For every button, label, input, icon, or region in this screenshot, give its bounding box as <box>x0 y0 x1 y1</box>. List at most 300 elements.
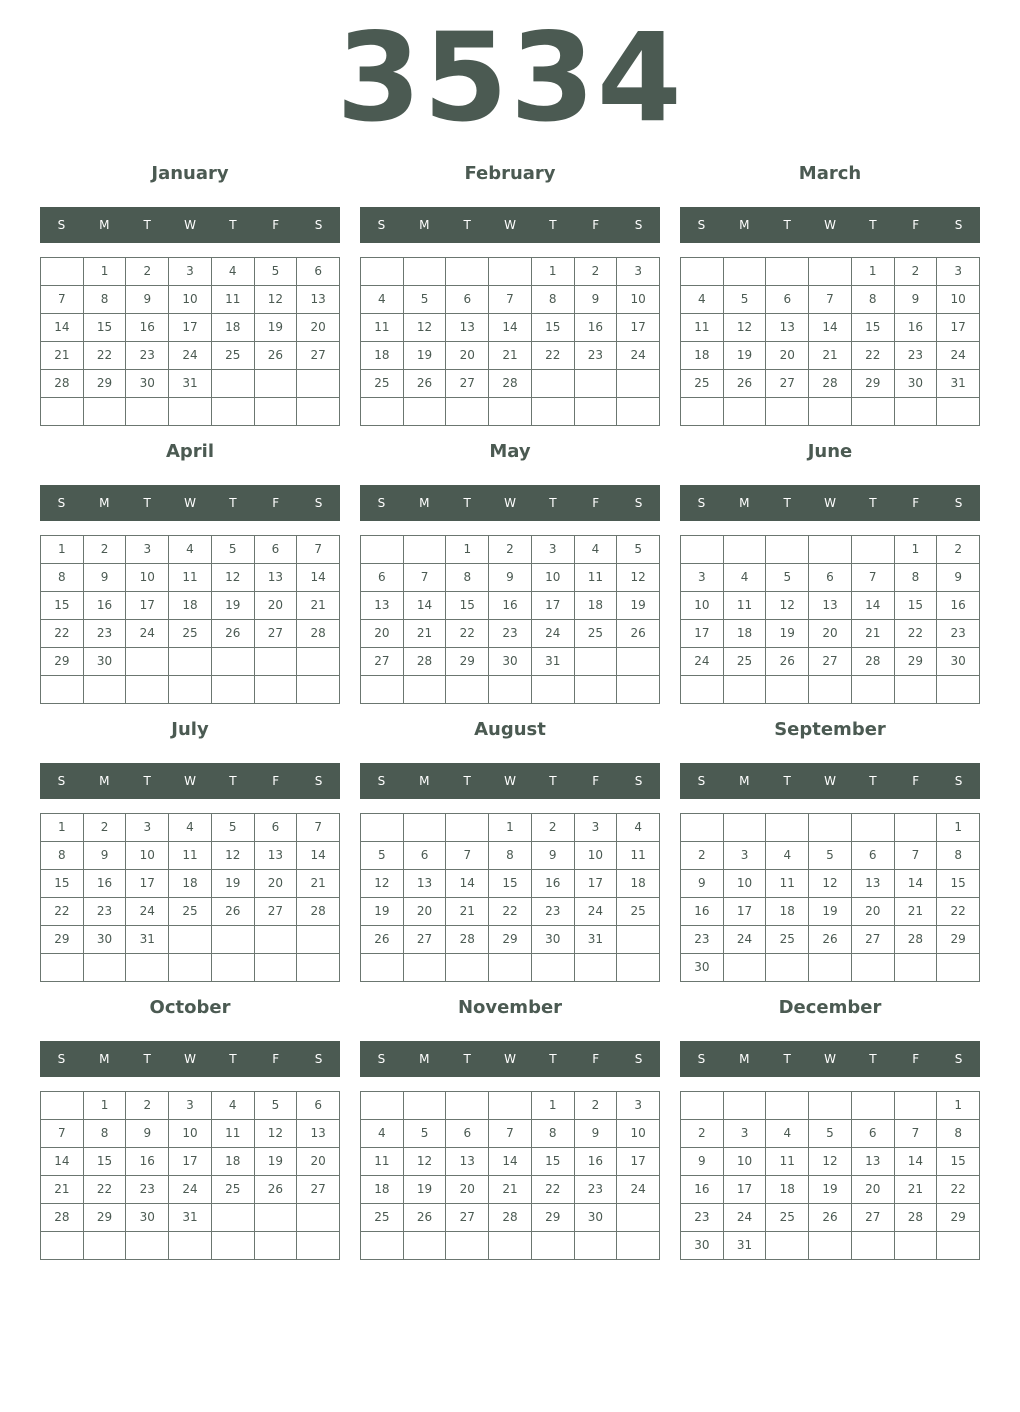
day-cell: 11 <box>169 564 212 592</box>
day-cell: 27 <box>255 620 298 648</box>
weekday-label: T <box>549 774 557 788</box>
day-cell: 24 <box>724 1204 767 1232</box>
day-cell: 26 <box>404 370 447 398</box>
weekday-label: S <box>697 496 706 510</box>
empty-cell <box>404 1092 447 1120</box>
empty-cell <box>852 676 895 704</box>
day-cell: 13 <box>446 314 489 342</box>
day-cell: 26 <box>809 926 852 954</box>
day-cell: 5 <box>212 536 255 564</box>
day-cell: 19 <box>809 898 852 926</box>
day-cell: 27 <box>766 370 809 398</box>
day-cell: 11 <box>766 870 809 898</box>
empty-cell <box>361 676 404 704</box>
empty-cell <box>575 370 618 398</box>
day-cell: 5 <box>809 1120 852 1148</box>
month-name: December <box>778 997 882 1018</box>
day-cell: 6 <box>809 564 852 592</box>
weekday-label: T <box>549 496 557 510</box>
day-cell: 29 <box>895 648 938 676</box>
empty-cell <box>809 954 852 982</box>
day-cell: 12 <box>212 842 255 870</box>
day-cell: 23 <box>126 1176 169 1204</box>
day-cell: 21 <box>41 1176 84 1204</box>
day-cell: 12 <box>404 314 447 342</box>
day-cell: 1 <box>895 536 938 564</box>
day-cell: 16 <box>681 898 724 926</box>
day-cell: 27 <box>361 648 404 676</box>
day-cell: 25 <box>212 342 255 370</box>
weekday-label: F <box>912 496 920 510</box>
day-cell: 14 <box>852 592 895 620</box>
day-cell: 17 <box>937 314 980 342</box>
empty-cell <box>126 648 169 676</box>
day-cell: 24 <box>724 926 767 954</box>
empty-cell <box>809 1092 852 1120</box>
day-cell: 27 <box>255 898 298 926</box>
day-cell: 13 <box>766 314 809 342</box>
day-cell: 5 <box>255 258 298 286</box>
day-cell: 2 <box>681 1120 724 1148</box>
day-cell: 14 <box>809 314 852 342</box>
month-name: August <box>474 719 546 740</box>
day-cell: 9 <box>937 564 980 592</box>
day-cell: 17 <box>724 1176 767 1204</box>
month-february <box>360 158 660 426</box>
weekday-label: T <box>869 774 877 788</box>
weekday-label: T <box>463 218 471 232</box>
weekday-label: F <box>592 496 600 510</box>
weekday-label: M <box>99 496 110 510</box>
day-cell: 2 <box>681 842 724 870</box>
empty-cell <box>361 954 404 982</box>
day-cell: 19 <box>404 1176 447 1204</box>
day-cell: 12 <box>255 1120 298 1148</box>
weekday-label: F <box>592 218 600 232</box>
day-cell: 25 <box>724 648 767 676</box>
day-cell: 8 <box>937 1120 980 1148</box>
day-cell: 6 <box>255 536 298 564</box>
day-cell: 3 <box>169 258 212 286</box>
weekday-label: T <box>463 1052 471 1066</box>
day-cell: 22 <box>41 620 84 648</box>
day-cell: 14 <box>41 1148 84 1176</box>
day-cell: 16 <box>126 1148 169 1176</box>
day-cell: 12 <box>724 314 767 342</box>
weekday-label: T <box>549 218 557 232</box>
day-cell: 30 <box>681 1232 724 1260</box>
day-cell: 28 <box>895 926 938 954</box>
empty-cell <box>446 954 489 982</box>
day-cell: 17 <box>724 898 767 926</box>
weekday-label: M <box>739 218 750 232</box>
day-cell: 8 <box>41 564 84 592</box>
day-cell: 30 <box>126 1204 169 1232</box>
weekday-label: S <box>314 1052 323 1066</box>
day-cell: 30 <box>84 926 127 954</box>
empty-cell <box>446 1232 489 1260</box>
day-grid <box>680 257 980 426</box>
empty-cell <box>84 1232 127 1260</box>
month-november <box>360 992 660 1260</box>
empty-cell <box>489 954 532 982</box>
day-cell: 4 <box>617 814 660 842</box>
empty-cell <box>895 814 938 842</box>
month-name: January <box>151 163 229 184</box>
day-cell: 21 <box>404 620 447 648</box>
day-cell: 4 <box>575 536 618 564</box>
day-cell: 16 <box>895 314 938 342</box>
weekday-label: T <box>229 1052 237 1066</box>
day-cell: 15 <box>446 592 489 620</box>
day-cell: 12 <box>809 1148 852 1176</box>
empty-cell <box>724 536 767 564</box>
empty-cell <box>41 954 84 982</box>
weekday-label: M <box>739 774 750 788</box>
day-cell: 7 <box>41 1120 84 1148</box>
day-cell: 23 <box>575 342 618 370</box>
weekday-label: T <box>229 496 237 510</box>
day-cell: 3 <box>724 842 767 870</box>
day-cell: 31 <box>724 1232 767 1260</box>
day-cell: 1 <box>84 258 127 286</box>
weekday-label: S <box>314 218 323 232</box>
empty-cell <box>852 1232 895 1260</box>
day-cell: 2 <box>126 258 169 286</box>
empty-cell <box>212 954 255 982</box>
day-cell: 3 <box>532 536 575 564</box>
day-grid <box>360 813 660 982</box>
day-cell: 2 <box>532 814 575 842</box>
empty-cell <box>297 648 340 676</box>
day-cell: 16 <box>489 592 532 620</box>
empty-cell <box>126 1232 169 1260</box>
day-cell: 30 <box>532 926 575 954</box>
empty-cell <box>212 398 255 426</box>
day-cell: 31 <box>169 1204 212 1232</box>
empty-cell <box>766 1092 809 1120</box>
day-cell: 3 <box>575 814 618 842</box>
day-cell: 4 <box>169 536 212 564</box>
empty-cell <box>724 814 767 842</box>
day-cell: 23 <box>126 342 169 370</box>
day-cell: 28 <box>895 1204 938 1232</box>
day-cell: 12 <box>361 870 404 898</box>
day-cell: 14 <box>297 842 340 870</box>
day-cell: 9 <box>126 286 169 314</box>
day-cell: 23 <box>681 1204 724 1232</box>
weekday-label: T <box>783 496 791 510</box>
weekday-label: M <box>419 774 430 788</box>
empty-cell <box>41 1092 84 1120</box>
month-september <box>680 714 980 982</box>
empty-cell <box>361 814 404 842</box>
day-cell: 6 <box>255 814 298 842</box>
day-cell: 12 <box>766 592 809 620</box>
weekday-label: W <box>824 218 836 232</box>
day-cell: 13 <box>255 564 298 592</box>
day-cell: 13 <box>852 870 895 898</box>
day-cell: 28 <box>852 648 895 676</box>
empty-cell <box>361 258 404 286</box>
day-cell: 8 <box>532 1120 575 1148</box>
day-cell: 12 <box>404 1148 447 1176</box>
day-grid <box>680 1091 980 1260</box>
day-cell: 5 <box>809 842 852 870</box>
day-cell: 8 <box>937 842 980 870</box>
weekday-label: S <box>954 1052 963 1066</box>
day-cell: 1 <box>446 536 489 564</box>
empty-cell <box>681 676 724 704</box>
day-cell: 27 <box>446 1204 489 1232</box>
weekday-label: F <box>912 218 920 232</box>
day-grid <box>40 813 340 982</box>
weekday-label: T <box>143 218 151 232</box>
day-cell: 7 <box>489 286 532 314</box>
weekday-label: T <box>463 774 471 788</box>
day-cell: 24 <box>617 1176 660 1204</box>
weekday-label: S <box>377 774 386 788</box>
day-cell: 20 <box>361 620 404 648</box>
empty-cell <box>84 398 127 426</box>
day-cell: 30 <box>489 648 532 676</box>
empty-cell <box>575 676 618 704</box>
day-cell: 17 <box>681 620 724 648</box>
day-cell: 24 <box>169 1176 212 1204</box>
empty-cell <box>255 648 298 676</box>
empty-cell <box>937 1232 980 1260</box>
weekday-header <box>360 207 660 243</box>
day-cell: 14 <box>446 870 489 898</box>
day-cell: 11 <box>361 314 404 342</box>
day-cell: 10 <box>169 286 212 314</box>
weekday-header <box>40 763 340 799</box>
day-cell: 3 <box>617 1092 660 1120</box>
day-cell: 10 <box>617 1120 660 1148</box>
day-cell: 15 <box>937 870 980 898</box>
day-cell: 21 <box>41 342 84 370</box>
weekday-label: T <box>869 218 877 232</box>
weekday-label: S <box>377 218 386 232</box>
empty-cell <box>361 536 404 564</box>
empty-cell <box>84 954 127 982</box>
weekday-label: T <box>549 1052 557 1066</box>
day-cell: 19 <box>404 342 447 370</box>
day-cell: 26 <box>212 620 255 648</box>
day-cell: 18 <box>617 870 660 898</box>
day-cell: 18 <box>681 342 724 370</box>
day-cell: 23 <box>575 1176 618 1204</box>
weekday-label: M <box>419 218 430 232</box>
day-cell: 5 <box>617 536 660 564</box>
weekday-label: W <box>504 496 516 510</box>
weekday-label: S <box>314 496 323 510</box>
day-cell: 14 <box>895 870 938 898</box>
day-cell: 24 <box>681 648 724 676</box>
empty-cell <box>895 398 938 426</box>
day-cell: 10 <box>937 286 980 314</box>
day-cell: 4 <box>724 564 767 592</box>
weekday-label: M <box>99 774 110 788</box>
empty-cell <box>212 676 255 704</box>
day-cell: 6 <box>361 564 404 592</box>
weekday-label: M <box>739 1052 750 1066</box>
day-cell: 1 <box>532 258 575 286</box>
empty-cell <box>212 370 255 398</box>
day-cell: 14 <box>489 1148 532 1176</box>
day-cell: 28 <box>41 370 84 398</box>
day-grid <box>40 257 340 426</box>
day-cell: 15 <box>84 1148 127 1176</box>
weekday-label: T <box>229 218 237 232</box>
empty-cell <box>532 398 575 426</box>
day-cell: 16 <box>532 870 575 898</box>
empty-cell <box>255 1232 298 1260</box>
weekday-header <box>40 207 340 243</box>
weekday-label: S <box>314 774 323 788</box>
weekday-label: T <box>783 1052 791 1066</box>
empty-cell <box>575 398 618 426</box>
empty-cell <box>297 1204 340 1232</box>
day-cell: 20 <box>297 314 340 342</box>
day-cell: 24 <box>532 620 575 648</box>
day-cell: 16 <box>575 1148 618 1176</box>
day-cell: 6 <box>297 1092 340 1120</box>
empty-cell <box>361 1232 404 1260</box>
day-cell: 2 <box>937 536 980 564</box>
day-cell: 4 <box>212 1092 255 1120</box>
day-cell: 20 <box>297 1148 340 1176</box>
weekday-label: S <box>57 218 66 232</box>
day-cell: 5 <box>212 814 255 842</box>
day-cell: 24 <box>126 898 169 926</box>
day-cell: 26 <box>255 1176 298 1204</box>
empty-cell <box>41 258 84 286</box>
empty-cell <box>766 954 809 982</box>
day-cell: 5 <box>255 1092 298 1120</box>
day-cell: 29 <box>84 1204 127 1232</box>
empty-cell <box>617 398 660 426</box>
weekday-label: S <box>57 1052 66 1066</box>
day-cell: 11 <box>212 286 255 314</box>
day-cell: 5 <box>404 1120 447 1148</box>
day-cell: 7 <box>809 286 852 314</box>
empty-cell <box>255 398 298 426</box>
day-cell: 20 <box>766 342 809 370</box>
day-cell: 7 <box>446 842 489 870</box>
day-cell: 5 <box>361 842 404 870</box>
day-grid <box>360 1091 660 1260</box>
day-cell: 9 <box>575 1120 618 1148</box>
day-cell: 29 <box>41 648 84 676</box>
empty-cell <box>617 954 660 982</box>
day-cell: 10 <box>681 592 724 620</box>
weekday-header <box>40 485 340 521</box>
day-cell: 3 <box>169 1092 212 1120</box>
day-cell: 2 <box>575 258 618 286</box>
day-cell: 9 <box>84 842 127 870</box>
day-grid <box>40 535 340 704</box>
day-cell: 28 <box>404 648 447 676</box>
day-cell: 29 <box>84 370 127 398</box>
empty-cell <box>766 536 809 564</box>
day-cell: 21 <box>297 592 340 620</box>
month-name: November <box>457 997 563 1018</box>
weekday-label: W <box>184 1052 196 1066</box>
empty-cell <box>724 954 767 982</box>
empty-cell <box>255 676 298 704</box>
day-cell: 16 <box>937 592 980 620</box>
day-cell: 1 <box>532 1092 575 1120</box>
weekday-header <box>680 485 980 521</box>
day-cell: 19 <box>255 314 298 342</box>
empty-cell <box>575 1232 618 1260</box>
day-cell: 19 <box>766 620 809 648</box>
day-cell: 19 <box>361 898 404 926</box>
day-cell: 22 <box>852 342 895 370</box>
weekday-label: S <box>954 774 963 788</box>
day-cell: 22 <box>532 1176 575 1204</box>
empty-cell <box>361 398 404 426</box>
day-cell: 8 <box>84 286 127 314</box>
day-cell: 25 <box>361 370 404 398</box>
empty-cell <box>532 1232 575 1260</box>
day-cell: 18 <box>169 592 212 620</box>
empty-cell <box>809 814 852 842</box>
day-cell: 23 <box>532 898 575 926</box>
day-cell: 11 <box>617 842 660 870</box>
empty-cell <box>895 676 938 704</box>
weekday-label: S <box>697 774 706 788</box>
day-cell: 31 <box>126 926 169 954</box>
weekday-label: W <box>184 496 196 510</box>
weekday-label: T <box>869 496 877 510</box>
day-cell: 7 <box>852 564 895 592</box>
empty-cell <box>681 536 724 564</box>
day-cell: 2 <box>895 258 938 286</box>
day-cell: 14 <box>41 314 84 342</box>
day-cell: 4 <box>212 258 255 286</box>
day-cell: 1 <box>852 258 895 286</box>
empty-cell <box>41 1232 84 1260</box>
weekday-header <box>40 1041 340 1077</box>
day-cell: 17 <box>575 870 618 898</box>
day-cell: 21 <box>895 1176 938 1204</box>
day-cell: 13 <box>297 286 340 314</box>
day-cell: 3 <box>724 1120 767 1148</box>
day-cell: 29 <box>852 370 895 398</box>
day-cell: 13 <box>809 592 852 620</box>
empty-cell <box>532 676 575 704</box>
empty-cell <box>617 1204 660 1232</box>
day-cell: 4 <box>766 1120 809 1148</box>
weekday-label: S <box>697 218 706 232</box>
day-cell: 1 <box>937 814 980 842</box>
day-cell: 18 <box>361 1176 404 1204</box>
day-cell: 8 <box>489 842 532 870</box>
day-cell: 25 <box>681 370 724 398</box>
day-cell: 19 <box>255 1148 298 1176</box>
weekday-label: S <box>634 496 643 510</box>
empty-cell <box>852 954 895 982</box>
empty-cell <box>297 926 340 954</box>
day-cell: 20 <box>404 898 447 926</box>
day-cell: 2 <box>575 1092 618 1120</box>
weekday-label: S <box>954 218 963 232</box>
day-cell: 8 <box>532 286 575 314</box>
weekday-label: W <box>184 774 196 788</box>
empty-cell <box>681 258 724 286</box>
